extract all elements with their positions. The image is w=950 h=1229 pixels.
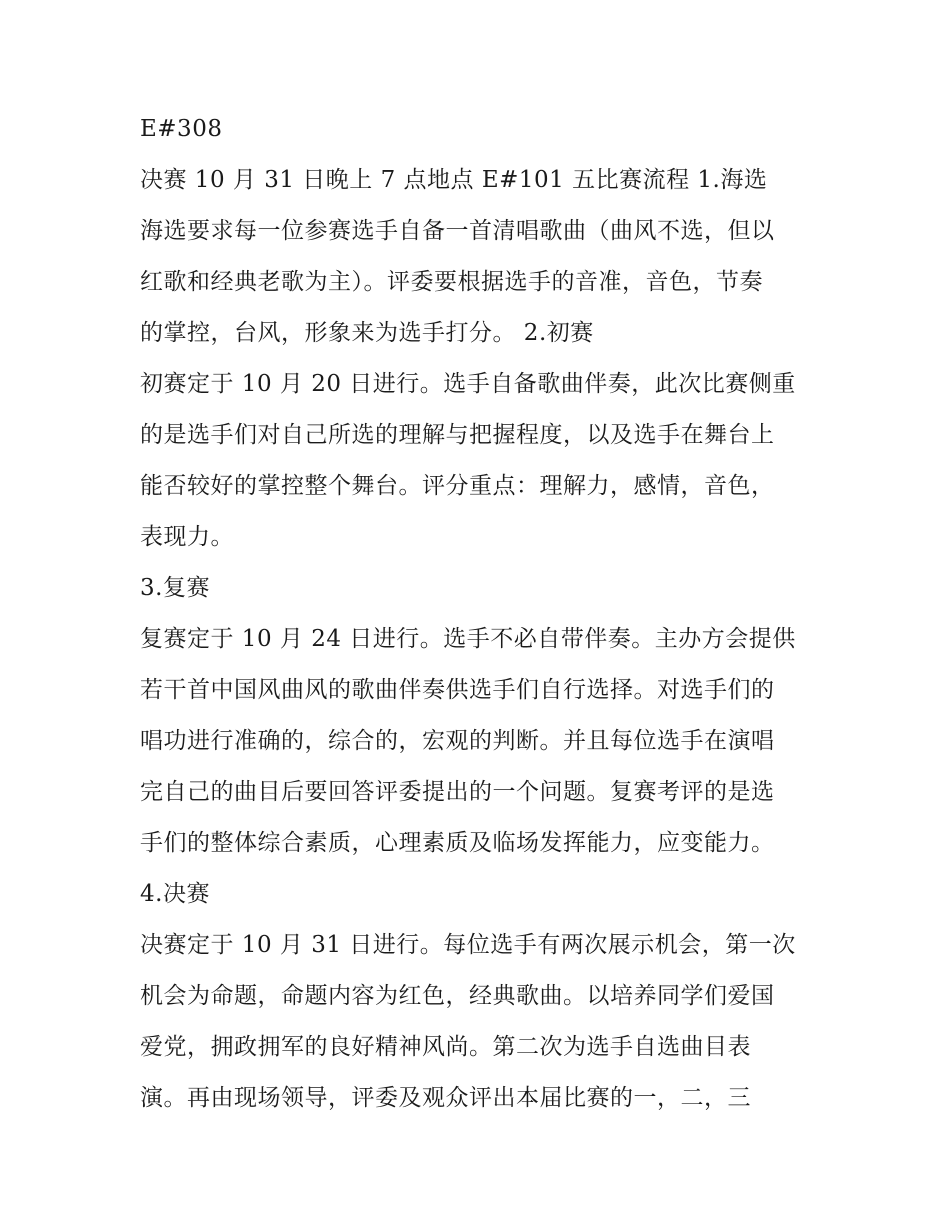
text-line-15: 手们的整体综合素质，心理素质及临场发挥能力，应变能力。 <box>140 830 775 856</box>
text-line-9: 表现力。 <box>140 524 234 550</box>
text-line-5: 的掌控，台风，形象来为选手打分。 2.初赛 <box>140 320 594 346</box>
text-line-7: 的是选手们对自己所选的理解与把握程度，以及选手在舞台上 <box>140 422 775 448</box>
text-line-4: 红歌和经典老歌为主）。评委要根据选手的音准，音色，节奏 <box>140 269 763 295</box>
text-line-19: 爱党，拥政拥军的良好精神风尚。第二次为选手自选曲目表 <box>140 1034 751 1060</box>
text-line-10: 3.复赛 <box>140 575 210 601</box>
text-line-16: 4.决赛 <box>140 881 210 907</box>
text-line-8: 能否较好的掌控整个舞台。评分重点：理解力，感情，音色， <box>140 473 775 499</box>
text-line-11: 复赛定于 10 月 24 日进行。选手不必自带伴奏。主办方会提供 <box>140 626 796 652</box>
text-line-1: E#308 <box>140 116 223 142</box>
text-line-18: 机会为命题，命题内容为红色，经典歌曲。以培养同学们爱国 <box>140 983 775 1009</box>
text-line-3: 海选要求每一位参赛选手自备一首清唱歌曲（曲风不选，但以 <box>140 218 775 244</box>
document-text <box>140 104 820 1124</box>
text-line-14: 完自己的曲目后要回答评委提出的一个问题。复赛考评的是选 <box>140 779 775 805</box>
text-line-20: 演。再由现场领导，评委及观众评出本届比赛的一，二，三 <box>140 1085 751 1111</box>
text-line-17: 决赛定于 10 月 31 日进行。每位选手有两次展示机会，第一次 <box>140 932 796 958</box>
text-line-2: 决赛 10 月 31 日晚上 7 点地点 E#101 五比赛流程 1.海选 <box>140 167 768 193</box>
text-line-13: 唱功进行准确的，综合的，宏观的判断。并且每位选手在演唱 <box>140 728 775 754</box>
text-line-6: 初赛定于 10 月 20 日进行。选手自备歌曲伴奏，此次比赛侧重 <box>140 371 796 397</box>
text-line-12: 若干首中国风曲风的歌曲伴奏供选手们自行选择。对选手们的 <box>140 677 775 703</box>
